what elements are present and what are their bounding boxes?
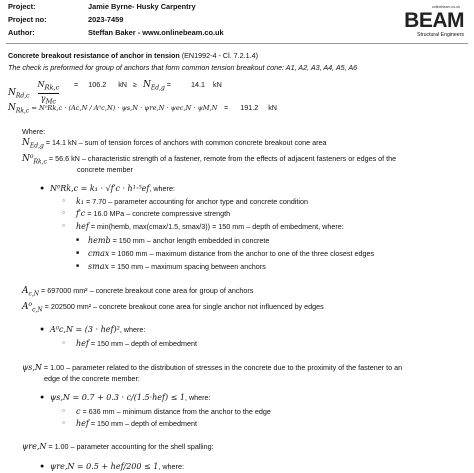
c-description: = 636 mm – minimum distance from the anchor to the edge <box>80 407 271 416</box>
nrkc-subscript: Rk,c <box>15 107 30 115</box>
psisn-description-cont: edge of the concrete member: <box>44 374 140 383</box>
where-label: Where: <box>22 127 46 136</box>
hef3-symbol: hef <box>76 419 89 428</box>
n0-subscript: Rk,c <box>33 158 47 166</box>
bullet-dot: ● <box>40 185 45 192</box>
a0cn-definition <box>22 302 324 314</box>
hef-description: = min(hemb, max(cmax/1.5, smax/3)) = 150 mm – depth of embedment, where: <box>88 222 344 231</box>
fc-symbol: f′c <box>76 209 86 218</box>
hemb-description: = 150 mm – anchor length embedded in concrete <box>110 236 270 245</box>
hemb-symbol: hemb <box>88 236 111 245</box>
n0-formula-expr: N⁰Rk,c = k₁ · √f′c · h¹·⁵ef <box>50 184 150 193</box>
hemb-definition <box>88 236 269 245</box>
bullet-square: ■ <box>76 263 80 269</box>
hef2-definition <box>76 339 197 348</box>
nrdc-subscript: Rd,c <box>15 92 30 100</box>
hef3-definition <box>76 419 197 428</box>
cmax-description: = 1060 mm – maximum distance from the anchor to one of the three closest edges <box>109 249 375 258</box>
n0-symbol: N⁰ <box>22 154 34 164</box>
fraction-denominator: $\gamma_{Mc}$ <box>40 93 57 106</box>
hef-symbol: hef <box>76 222 89 231</box>
smax-description: = 150 mm – maximum spacing between anchors <box>108 262 266 271</box>
psiren-formula-expr: ψre,N = 0.5 + hef/200 ≤ 1 <box>50 462 159 471</box>
psisn-description: – parameter related to the distribution of stresses in the concrete due to the proximity of the fastener to an <box>64 363 403 372</box>
ned-value: = 14.1 kN <box>45 138 77 147</box>
project-label: Project: <box>8 2 36 11</box>
cmax-definition <box>88 249 374 258</box>
nrkc-value: 191.2 <box>240 103 259 112</box>
psiren-symbol: ψre,N <box>22 442 47 451</box>
nedg-unit: kN <box>213 80 222 89</box>
a0cn-subscript: c,N <box>32 306 43 314</box>
psiren-formula <box>50 462 184 471</box>
c-definition <box>76 407 271 416</box>
psisn-formula-expr: ψs,N = 0.7 + 0.3 · c/(1.5·hef) ≤ 1 <box>50 393 185 402</box>
ned-symbol: N <box>22 138 30 148</box>
n0-value: = 56.6 kN <box>48 154 80 163</box>
intro-text: The check is preformed for group of anchors that form common tension breakout cone: A1, A2, A3, A4, A5, A6 <box>8 63 358 72</box>
hef2-description: = 150 mm – depth of embedment <box>88 339 197 348</box>
acn-symbol: A <box>22 286 29 296</box>
hef2-symbol: hef <box>76 339 89 348</box>
a0cn-formula-expr: A⁰c,N = (3 · hef)² <box>50 325 120 334</box>
nrdc-unit: kN <box>118 80 127 89</box>
bullet-dot: ● <box>40 394 45 401</box>
a0cn-symbol: A⁰ <box>22 302 33 312</box>
psisn-symbol: ψs,N <box>22 363 42 372</box>
hef3-description: = 150 mm – depth of embedment <box>88 419 197 428</box>
project-number-value: 2023-7459 <box>88 15 124 24</box>
c-symbol: c <box>76 407 81 416</box>
a0cn-formula-where: , where: <box>119 325 146 334</box>
a0cn-formula <box>50 325 145 334</box>
document-header <box>0 0 474 46</box>
ned-description: – sum of tension forces of anchors with common concrete breakout cone area <box>76 138 327 147</box>
title-reference: (EN1992-4 - Cl. 7.2.1.4) <box>179 51 259 60</box>
bullet-dot: ● <box>40 463 45 470</box>
bullet-circle: ○ <box>62 210 66 216</box>
psisn-definition <box>22 363 402 372</box>
nrkc-unit: kN <box>268 103 277 112</box>
bullet-square: ■ <box>76 250 80 256</box>
bullet-circle: ○ <box>62 420 66 426</box>
header-divider <box>6 43 468 44</box>
a0cn-value: = 202500 mm² <box>42 302 92 311</box>
ge-symbol: ≥ <box>133 80 137 89</box>
hef-definition <box>76 222 344 231</box>
fc-definition <box>76 209 230 218</box>
smax-symbol: smax <box>88 262 109 271</box>
acn-value: = 697000 mm² <box>39 286 88 295</box>
bullet-circle: ○ <box>62 198 66 204</box>
psiren-description: – parameter accounting for the shell spalling: <box>68 442 214 451</box>
k1-definition <box>76 197 308 206</box>
bullet-dot: ● <box>40 326 45 333</box>
acn-description: – concrete breakout cone area for group of anchors <box>87 286 254 295</box>
logo-subtitle: Structural Engineers <box>417 32 464 38</box>
nrkc-result: = 191.2 kN <box>224 103 277 112</box>
k1-description: = 7.70 – parameter accounting for anchor type and concrete condition <box>84 197 309 206</box>
n0-description-cont: concrete member <box>77 165 133 174</box>
bullet-circle: ○ <box>62 223 66 229</box>
nrkc-symbol: N <box>8 103 16 113</box>
ned-definition <box>22 138 327 150</box>
nrkc-expression: = N⁰Rk,c · (Ac,N / A⁰c,N) · ψs,N · ψre,N · ψec,N · ψM,N <box>29 104 218 112</box>
nrdc-value: 106.2 <box>88 80 107 89</box>
title-text: Concrete breakout resistance of anchor in tension <box>8 51 180 60</box>
acn-definition <box>22 286 253 298</box>
psiren-definition <box>22 442 214 451</box>
k1-symbol: k₁ <box>76 197 85 206</box>
n0-formula-where: , where: <box>149 184 175 193</box>
beam-logo <box>384 4 464 40</box>
bullet-circle: ○ <box>62 408 66 414</box>
logo-url: onlinebeam.co.uk <box>431 5 460 9</box>
bullet-square: ■ <box>76 237 80 243</box>
nedg-subscript: Ed,g <box>150 84 165 92</box>
logo-wordmark: BEAM <box>404 9 464 32</box>
psiren-formula-where: , where: <box>158 462 184 471</box>
cmax-symbol: cmax <box>88 249 110 258</box>
smax-definition <box>88 262 266 271</box>
project-value: Jamie Byrne- Husky Carpentry <box>88 2 196 11</box>
author-label: Author: <box>8 28 35 37</box>
bullet-circle: ○ <box>62 340 66 346</box>
psisn-formula <box>50 393 211 402</box>
psisn-formula-where: , where: <box>184 393 211 402</box>
project-number-label: Project no: <box>8 15 47 24</box>
nrdc-symbol: N <box>8 88 16 98</box>
ned-subscript: Ed,g <box>29 142 44 150</box>
a0cn-description: – concrete breakout cone area for single anchor not influenced by edges <box>91 302 324 311</box>
equation-nrkc <box>8 103 217 115</box>
psiren-value: = 1.00 <box>46 442 69 451</box>
nedg-value: 14.1 <box>191 80 205 89</box>
fraction-numerator: $N_{Rk,c}$ <box>37 80 60 92</box>
author-value: Steffan Baker - www.onlinebeam.co.uk <box>88 28 224 37</box>
psisn-value: = 1.00 <box>41 363 65 372</box>
n0-formula <box>50 184 175 193</box>
section-title <box>8 51 258 60</box>
nedg-symbol: N <box>142 80 151 90</box>
fc-description: = 16.0 MPa – concrete compressive strength <box>85 209 231 218</box>
nrdc-result: = 106.2 kN ≥ $N_{Ed,g} = 14.1$ kN <box>74 80 222 92</box>
acn-subscript: c,N <box>28 290 40 298</box>
n0-description: – characteristic strength of a fastener, remote from the effects of adjacent fasteners or edges of the <box>79 154 397 163</box>
